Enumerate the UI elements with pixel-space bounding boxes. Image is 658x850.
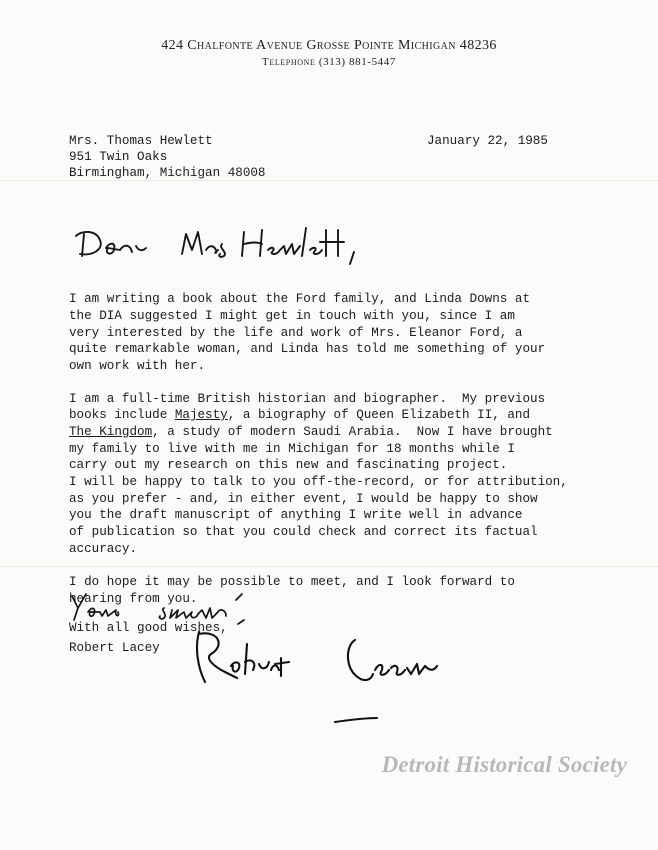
typed-signatory-name: Robert Lacey [69,641,160,655]
body-line: The Kingdom, a study of modern Saudi Arabia. Now I have brought [69,425,553,439]
book-title-majesty: Majesty [174,408,228,422]
body-line: carry out my research on this new and fascinating project. [69,458,508,472]
body-line: the DIA suggested I might get in touch with you, since I am [69,309,515,323]
book-title-the-kingdom: The Kingdom [69,425,153,439]
closing-wishes: With all good wishes, [69,621,228,635]
letterhead-telephone: Telephone (313) 881-5447 [262,56,396,68]
closing-line: I do hope it may be possible to meet, and I look forward to [69,575,515,589]
handwritten-salutation [72,220,392,270]
watermark: Detroit Historical Society [381,752,627,777]
letter-date: January 22, 1985 [427,134,548,148]
handwritten-closing [66,590,306,626]
recipient-name: Mrs. Thomas Hewlett [69,134,213,148]
closing-line: hearing from you. [69,592,198,606]
handwritten-signature [185,626,455,736]
body-line: accuracy. [69,542,138,556]
body-line: as you prefer - and, in either event, I would be happy to show [69,492,538,506]
body-line: I am writing a book about the Ford family, and Linda Downs at [69,292,531,306]
body-line: books include Majesty, a biography of Queen Elizabeth II, and [69,408,531,422]
body-line: you the draft manuscript of anything I write well in advance [69,508,523,522]
letterhead-address: 424 Chalfonte Avenue Grosse Pointe Michigan 48236 [161,38,497,53]
recipient-city: Birmingham, Michigan 48008 [69,166,266,180]
body-line: very interested by the life and work of Mrs. Eleanor Ford, a [69,326,523,340]
body-line: I am a full-time British historian and biographer. My previous [69,392,546,406]
body-line: quite remarkable woman, and Linda has told me something of your [69,342,546,356]
recipient-street: 951 Twin Oaks [69,150,168,164]
paper-fold-line [0,566,658,567]
body-line: I will be happy to talk to you off-the-record, or for attribution, [69,475,568,489]
body-line: of publication so that you could check and correct its factual [69,525,538,539]
body-line: my family to live with me in Michigan for 18 months while I [69,442,515,456]
body-line: own work with her. [69,359,206,373]
